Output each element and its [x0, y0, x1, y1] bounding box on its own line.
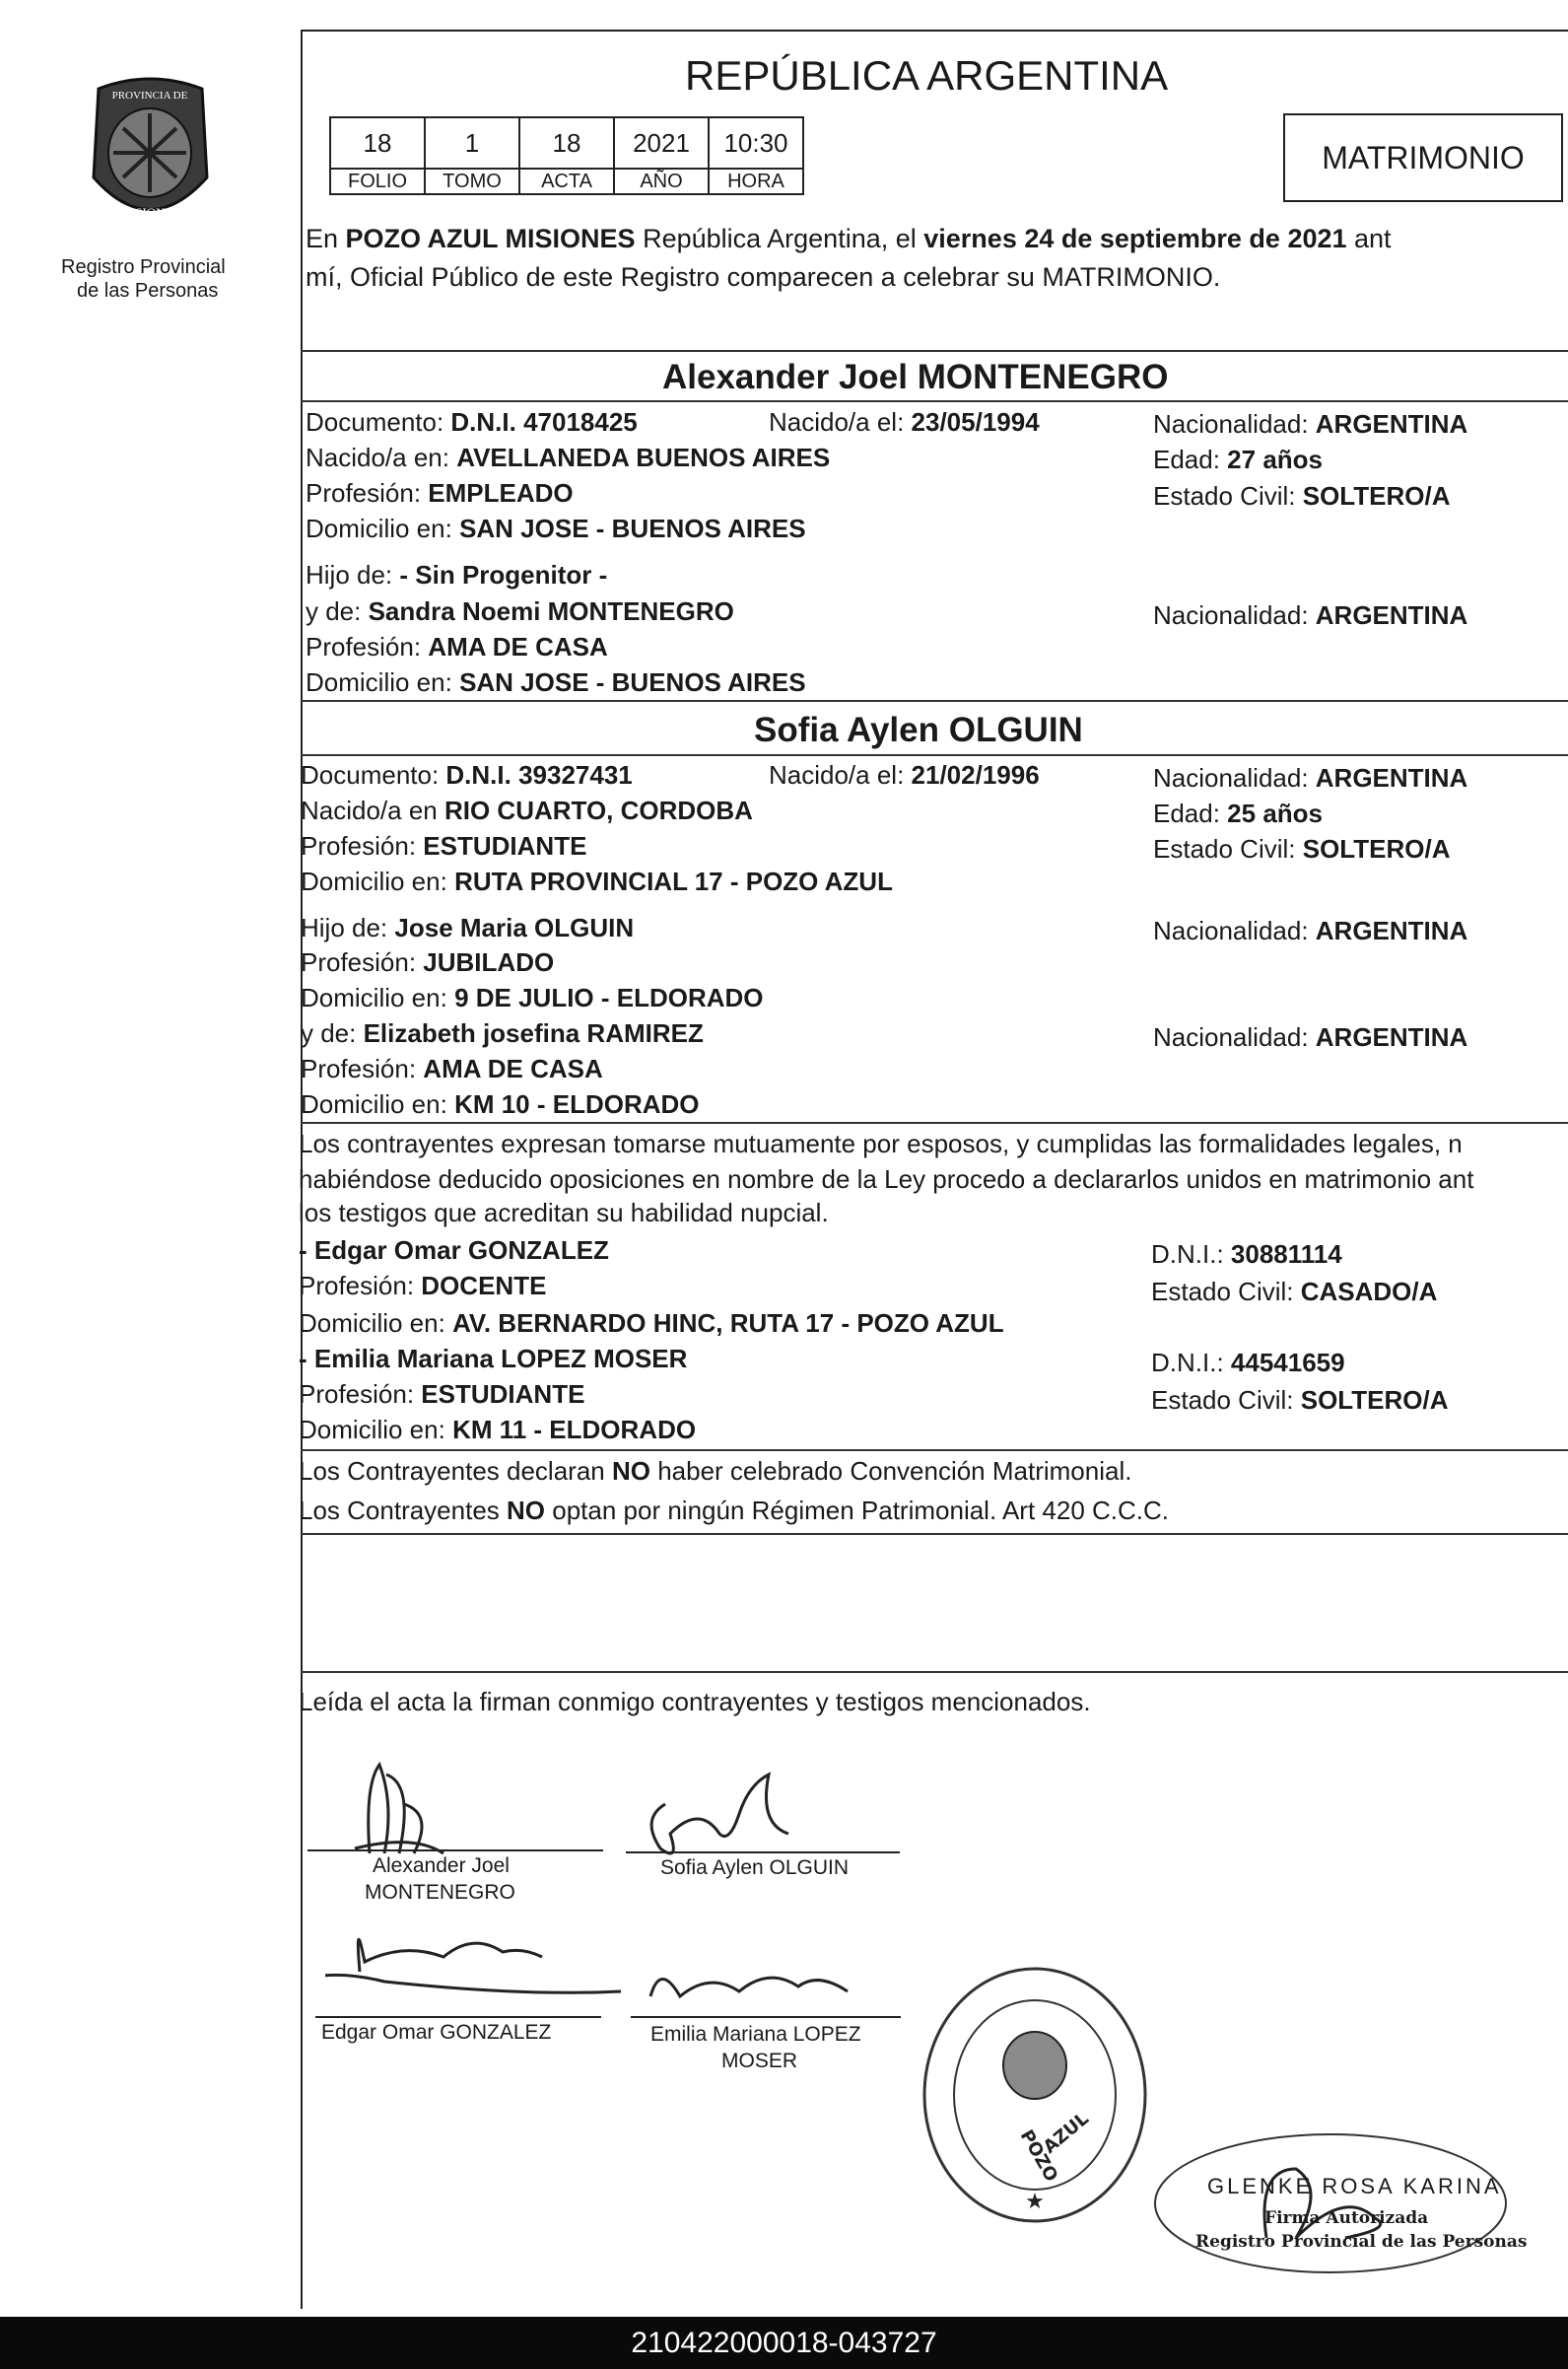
document-barcode-number: 210422000018-043727 [0, 2317, 1568, 2369]
spouse1-mother-nat: Nacionalidad: ARGENTINA [1153, 600, 1468, 630]
intro-line-1 [306, 223, 1392, 254]
spouse1-prof: Profesión: EMPLEADO [306, 478, 574, 508]
intro-p1: En [306, 224, 346, 253]
act-type-box [1283, 113, 1563, 202]
divider [301, 350, 1568, 352]
intro-line-2: mí, Oficial Público de este Registro comparecen a celebrar su MATRIMONIO. [306, 262, 1221, 292]
record-header-table [329, 116, 804, 195]
seal-center-bottom: AZUL [1039, 2108, 1093, 2158]
spouse2-age: Edad: 25 años [1153, 799, 1323, 828]
spouse1-place: Nacido/a en: AVELLANEDA BUENOS AIRES [306, 443, 831, 472]
convention-line-1: Los Contrayentes declaran NO haber celebrado Convención Matrimonial. [299, 1456, 1132, 1486]
spouse2-nat: Nacionalidad: ARGENTINA [1153, 763, 1468, 793]
spouse2-addr: Domicilio en: RUTA PROVINCIAL 17 - POZO AZUL [301, 867, 893, 896]
sig4-line-b: MOSER [721, 2050, 798, 2072]
witness2-civil: Estado Civil: SOLTERO/A [1151, 1385, 1449, 1415]
intro-p3: ant [1346, 224, 1392, 253]
closing-text: Leída el acta la firman conmigo contrayentes y testigos mencionados. [299, 1687, 1091, 1716]
intro-place: POZO AZUL MISIONES [345, 224, 636, 253]
signature-line [626, 1851, 900, 1853]
seal-center-top: POZO [1015, 2126, 1062, 2186]
spouse1-doc: Documento: D.N.I. 47018425 [306, 407, 638, 437]
spouse2-father-nat: Nacionalidad: ARGENTINA [1153, 916, 1468, 945]
officer-stamp-line-3: Registro Provincial de las Personas [1195, 2232, 1528, 2252]
act-type: MATRIMONIO [1322, 139, 1525, 175]
divider [301, 1449, 1568, 1451]
spouse2-mother-addr: Domicilio en: KM 10 - ELDORADO [301, 1089, 700, 1119]
logo-caption-1: Registro Provincial [61, 256, 226, 278]
spouse2-prof: Profesión: ESTUDIANTE [301, 831, 587, 861]
registry-seal-icon [917, 1962, 1153, 2228]
officer-stamp-line-2: Firma Autorizada [1264, 2208, 1429, 2228]
spouse2-civil: Estado Civil: SOLTERO/A [1153, 834, 1451, 864]
spouse1-mother: y de: Sandra Noemi MONTENEGRO [306, 596, 734, 626]
spouse2-mother-nat: Nacionalidad: ARGENTINA [1153, 1022, 1468, 1052]
declaration-line-3: los testigos que acreditan su habilidad nupcial. [299, 1198, 829, 1227]
witness2-dni: D.N.I.: 44541659 [1151, 1348, 1345, 1377]
sig3-line: Edgar Omar GONZALEZ [321, 2021, 552, 2044]
folio-label: FOLIO [330, 169, 425, 194]
spouse2-mother: y de: Elizabeth josefina RAMIREZ [301, 1018, 704, 1048]
tomo-value: 1 [425, 117, 519, 169]
spouse2-place: Nacido/a en RIO CUARTO, CORDOBA [301, 796, 753, 825]
spouse2-father: Hijo de: Jose Maria OLGUIN [301, 913, 635, 942]
witness1-addr: Domicilio en: AV. BERNARDO HINC, RUTA 17 - POZO AZUL [299, 1308, 1004, 1338]
spouse2-doc: Documento: D.N.I. 39327431 [301, 760, 633, 790]
divider [301, 700, 1568, 702]
spouse1-name: Alexander Joel MONTENEGRO [662, 358, 1169, 396]
witness2-prof: Profesión: ESTUDIANTE [299, 1379, 585, 1409]
spouse2-father-prof: Profesión: JUBILADO [301, 947, 555, 977]
spouse1-nat: Nacionalidad: ARGENTINA [1153, 409, 1468, 439]
divider [301, 1122, 1568, 1124]
svg-text:PROVINCIA DE: PROVINCIA DE [111, 90, 188, 102]
svg-text:MISIONES: MISIONES [119, 205, 180, 220]
declaration-line-1: Los contrayentes expresan tomarse mutuamente por esposos, y cumplidas las formalidades legales, n [299, 1129, 1463, 1158]
acta-label: ACTA [519, 169, 614, 194]
spouse1-born: Nacido/a el: 23/05/1994 [769, 407, 1040, 437]
sig2-line: Sofia Aylen OLGUIN [660, 1856, 850, 1879]
witness1-civil: Estado Civil: CASADO/A [1151, 1277, 1438, 1306]
spouse1-addr: Domicilio en: SAN JOSE - BUENOS AIRES [306, 514, 806, 543]
declaration-line-2: habiéndose deducido oposiciones en nombre de la Ley procedo a declararlos unidos en matrimonio ant [299, 1164, 1474, 1194]
witness1-prof: Profesión: DOCENTE [299, 1271, 547, 1300]
witness1-name: - Edgar Omar GONZALEZ [299, 1235, 609, 1265]
divider [301, 1533, 1568, 1535]
sig4-line-a: Emilia Mariana LOPEZ [650, 2023, 861, 2046]
folio-value: 18 [330, 117, 425, 169]
hora-label: HORA [709, 169, 803, 194]
signature-line [315, 2016, 601, 2018]
ano-value: 2021 [614, 117, 709, 169]
witness2-name: - Emilia Mariana LOPEZ MOSER [299, 1344, 688, 1373]
witness1-dni: D.N.I.: 30881114 [1151, 1239, 1342, 1269]
tomo-label: TOMO [425, 169, 519, 194]
signature-line [307, 1849, 603, 1851]
spouse2-father-addr: Domicilio en: 9 DE JULIO - ELDORADO [301, 983, 764, 1012]
sig1-line-a: Alexander Joel [373, 1854, 510, 1877]
misiones-shield-icon [84, 69, 217, 246]
logo-caption-2: de las Personas [77, 280, 219, 302]
province-logo [84, 69, 217, 246]
spouse1-age: Edad: 27 años [1153, 445, 1323, 474]
signature-line [631, 2016, 901, 2018]
divider [301, 400, 1568, 402]
divider [301, 754, 1568, 756]
spouse2-born: Nacido/a el: 21/02/1996 [769, 760, 1040, 790]
acta-value: 18 [519, 117, 614, 169]
ano-label: AÑO [614, 169, 709, 194]
spouse1-civil: Estado Civil: SOLTERO/A [1153, 481, 1451, 511]
spouse2-mother-prof: Profesión: AMA DE CASA [301, 1054, 603, 1083]
spouse1-mother-prof: Profesión: AMA DE CASA [306, 632, 608, 662]
officer-stamp-line-1: GLENKE ROSA KARINA [1207, 2174, 1502, 2198]
spouse1-mother-addr: Domicilio en: SAN JOSE - BUENOS AIRES [306, 667, 806, 697]
divider [301, 1671, 1568, 1673]
document-title: REPÚBLICA ARGENTINA [685, 52, 1169, 99]
svg-text:★: ★ [1025, 2190, 1045, 2214]
spouse2-name: Sofia Aylen OLGUIN [754, 711, 1083, 749]
convention-line-2: Los Contrayentes NO optan por ningún Régimen Patrimonial. Art 420 C.C.C. [299, 1496, 1170, 1525]
witness2-addr: Domicilio en: KM 11 - ELDORADO [299, 1415, 697, 1444]
hora-value: 10:30 [709, 117, 803, 169]
intro-date: viernes 24 de septiembre de 2021 [923, 224, 1347, 253]
sig1-line-b: MONTENEGRO [365, 1881, 515, 1904]
spouse1-father: Hijo de: - Sin Progenitor - [306, 560, 608, 590]
intro-p2: República Argentina, el [635, 224, 924, 253]
